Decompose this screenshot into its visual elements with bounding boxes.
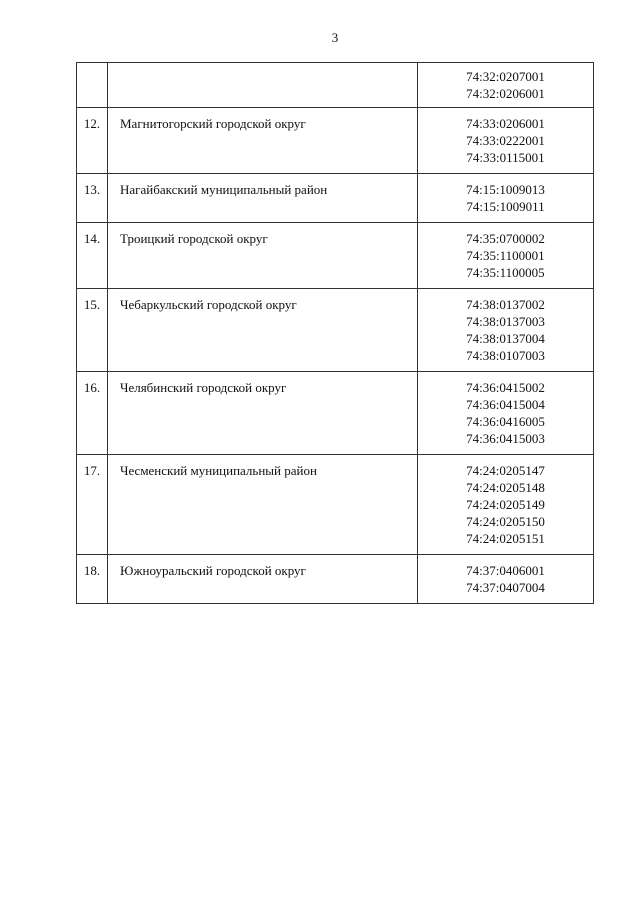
cadastral-code: 74:15:1009013: [466, 182, 545, 197]
row-number: 12.: [77, 108, 108, 174]
cadastral-code: 74:38:0137002: [466, 297, 545, 312]
cadastral-code: 74:38:0137003: [466, 314, 545, 329]
table-row: [77, 63, 594, 108]
page-number: 3: [331, 30, 339, 45]
cadastral-code: 74:36:0415004: [466, 397, 545, 412]
cadastral-code: 74:35:1100001: [466, 248, 545, 263]
cadastral-code: 74:32:0206001: [466, 86, 545, 101]
cadastral-code: 74:37:0407004: [466, 580, 545, 595]
table-row: [77, 555, 594, 604]
cadastral-code: 74:15:1009011: [466, 199, 545, 214]
municipality-name: Чебаркульский городской округ: [108, 289, 418, 372]
row-number: [77, 63, 108, 108]
row-number: 13.: [77, 174, 108, 223]
municipality-name: [108, 63, 418, 108]
cadastral-code: 74:24:0205148: [466, 480, 545, 495]
cadastral-code: 74:37:0406001: [466, 563, 545, 578]
municipality-name: Чесменский муниципальный район: [108, 455, 418, 555]
table-body: [77, 63, 594, 604]
cadastral-code: 74:38:0107003: [466, 348, 545, 363]
municipality-name: Магнитогорский городской округ: [108, 108, 418, 174]
municipality-name: Троицкий городской округ: [108, 223, 418, 289]
cadastral-codes: [418, 372, 594, 455]
row-number: 17.: [77, 455, 108, 555]
cadastral-codes: [418, 63, 594, 108]
cadastral-codes: [418, 108, 594, 174]
cadastral-codes: [418, 555, 594, 604]
cadastral-code: 74:24:0205151: [466, 531, 545, 546]
cadastral-codes: [418, 289, 594, 372]
table-row: [77, 455, 594, 555]
cadastral-codes: [418, 174, 594, 223]
table-row: [77, 289, 594, 372]
municipality-name: Южноуральский городской округ: [108, 555, 418, 604]
cadastral-code: 74:24:0205149: [466, 497, 545, 512]
row-number: 14.: [77, 223, 108, 289]
cadastral-code: 74:36:0415002: [466, 380, 545, 395]
table-row: [77, 108, 594, 174]
cadastral-code: 74:33:0222001: [466, 133, 545, 148]
cadastral-code: 74:35:1100005: [466, 265, 545, 280]
cadastral-table: [76, 62, 594, 604]
municipality-name: Челябинский городской округ: [108, 372, 418, 455]
row-number: 16.: [77, 372, 108, 455]
cadastral-code: 74:36:0416005: [466, 414, 545, 429]
cadastral-code: 74:24:0205150: [466, 514, 545, 529]
cadastral-code: 74:32:0207001: [466, 69, 545, 84]
cadastral-codes: [418, 455, 594, 555]
table-row: [77, 223, 594, 289]
cadastral-code: 74:35:0700002: [466, 231, 545, 246]
cadastral-code: 74:36:0415003: [466, 431, 545, 446]
cadastral-code: 74:38:0137004: [466, 331, 545, 346]
table-row: [77, 174, 594, 223]
cadastral-code: 74:24:0205147: [466, 463, 545, 478]
table-row: [77, 372, 594, 455]
row-number: 18.: [77, 555, 108, 604]
cadastral-code: 74:33:0115001: [466, 150, 545, 165]
cadastral-codes: [418, 223, 594, 289]
row-number: 15.: [77, 289, 108, 372]
municipality-name: Нагайбакский муниципальный район: [108, 174, 418, 223]
cadastral-code: 74:33:0206001: [466, 116, 545, 131]
